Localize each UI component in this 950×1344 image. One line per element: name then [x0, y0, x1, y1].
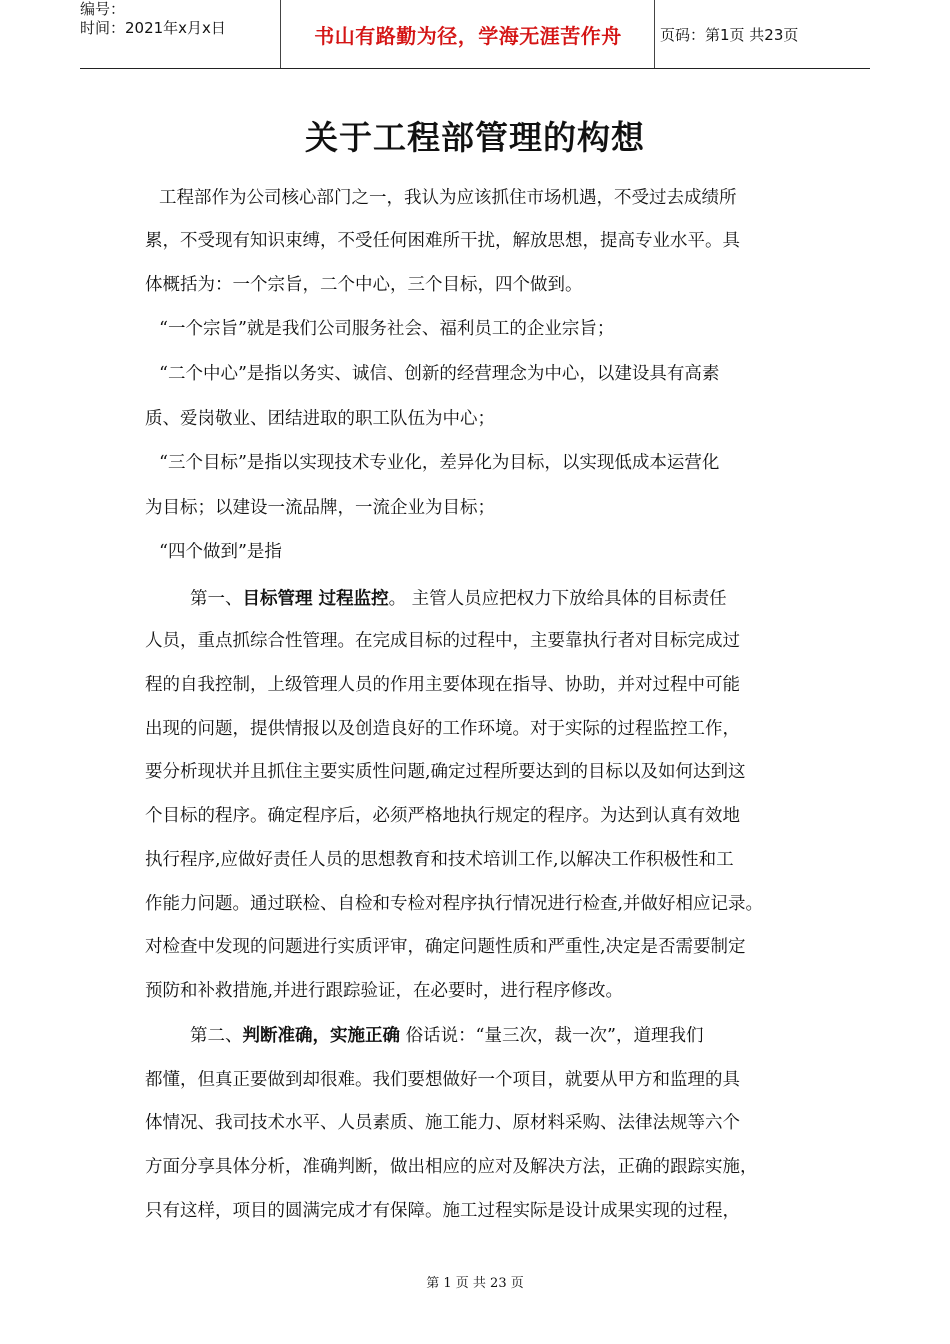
section-heading: 判断准确，实施正确 [242, 1026, 400, 1046]
section-heading: 目标管理 过程监控 [242, 589, 389, 609]
header-motto: 书山有路勤为径，学海无涯苦作舟 [314, 23, 622, 48]
header-page-info: 页码：第1页 共23页 [660, 25, 799, 44]
paragraph-line [145, 407, 825, 431]
line-text: 质、爱岗敬业、团结进取的职工队伍为中心； [145, 409, 495, 429]
paragraph-line [145, 673, 825, 697]
paragraph-line [159, 186, 839, 210]
paragraph-line [159, 540, 839, 564]
line-text: 人员，重点抓综合性管理。在完成目标的过程中，主要靠执行者对目标完成过 [145, 631, 740, 651]
paragraph-line [190, 587, 870, 611]
document-title: 关于工程部管理的构想 [305, 118, 645, 157]
paragraph-line [145, 273, 825, 297]
line-text: 体概括为：一个宗旨，二个中心，三个目标，四个做到。 [145, 275, 583, 295]
page-footer: 第 1 页 共 23 页 [426, 1276, 524, 1291]
line-text: 个目标的程序。确定程序后，必须严格地执行规定的程序。为达到认真有效地 [145, 806, 740, 826]
paragraph-line [190, 1024, 870, 1048]
page-header [80, 0, 870, 69]
line-text: 只有这样，项目的圆满完成才有保障。施工过程实际是设计成果实现的过程， [145, 1201, 740, 1221]
paragraph-line [145, 1199, 825, 1223]
paragraph-line [159, 451, 839, 475]
paragraph-line [145, 935, 825, 959]
line-text: 出现的问题，提供情报以及创造良好的工作环境。对于实际的过程监控工作， [145, 719, 740, 739]
line-text: “三个目标”是指以实现技术专业化，差异化为目标，以实现低成本运营化 [159, 453, 720, 473]
paragraph-line [145, 979, 825, 1003]
paragraph-line [145, 229, 825, 253]
paragraph-line [145, 496, 825, 520]
line-text: “一个宗旨”就是我们公司服务社会、福利员工的企业宗旨； [159, 319, 615, 339]
line-text: 体情况、我司技术水平、人员素质、施工能力、原材料采购、法律法规等六个 [145, 1113, 740, 1133]
line-text: 方面分享具体分析，准确判断，做出相应的应对及解决方法，正确的跟踪实施， [145, 1157, 758, 1177]
paragraph-line [145, 1155, 825, 1179]
paragraph-line [145, 629, 825, 653]
paragraph-line [145, 892, 825, 916]
line-text: 。 主管人员应把权力下放给具体的目标责任 [388, 589, 727, 609]
line-text: 为目标；以建设一流品牌，一流企业为目标； [145, 498, 495, 518]
paragraph-line [145, 848, 825, 872]
paragraph-line [145, 760, 825, 784]
doc-time-label: 时间：2021年x月x日 [80, 19, 226, 37]
header-divider [654, 0, 655, 68]
line-text: 俗话说：“量三次，裁一次”，道理我们 [400, 1026, 704, 1046]
line-text: 都懂，但真正要做到却很难。我们要想做好一个项目，就要从甲方和监理的具 [145, 1070, 740, 1090]
header-meta [80, 0, 280, 68]
paragraph-line [159, 317, 839, 341]
header-divider [280, 0, 281, 68]
section-prefix: 第一、 [190, 589, 243, 609]
line-text: “四个做到”是指 [159, 542, 282, 562]
doc-number-label: 编号： [80, 0, 126, 18]
paragraph-line [159, 362, 839, 386]
paragraph-line [145, 717, 825, 741]
line-text: 累，不受现有知识束缚，不受任何困难所干扰，解放思想，提高专业水平。具 [145, 231, 740, 251]
line-text: “二个中心”是指以务实、诚信、创新的经营理念为中心，以建设具有高素 [159, 364, 720, 384]
paragraph-line [145, 804, 825, 828]
line-text: 对检查中发现的问题进行实质评审，确定问题性质和严重性,决定是否需要制定 [145, 937, 746, 957]
line-text: 作能力问题。通过联检、自检和专检对程序执行情况进行检查,并做好相应记录。 [145, 894, 764, 914]
paragraph-line [145, 1068, 825, 1092]
line-text: 执行程序,应做好责任人员的思想教育和技术培训工作,以解决工作积极性和工 [145, 850, 734, 870]
line-text: 预防和补救措施,并进行跟踪验证，在必要时，进行程序修改。 [145, 981, 624, 1001]
line-text: 要分析现状并且抓住主要实质性问题,确定过程所要达到的目标以及如何达到这 [145, 762, 746, 782]
line-text: 工程部作为公司核心部门之一，我认为应该抓住市场机遇，不受过去成绩所 [159, 188, 737, 208]
paragraph-line [145, 1111, 825, 1135]
section-prefix: 第二、 [190, 1026, 243, 1046]
line-text: 程的自我控制，上级管理人员的作用主要体现在指导、协助，并对过程中可能 [145, 675, 740, 695]
